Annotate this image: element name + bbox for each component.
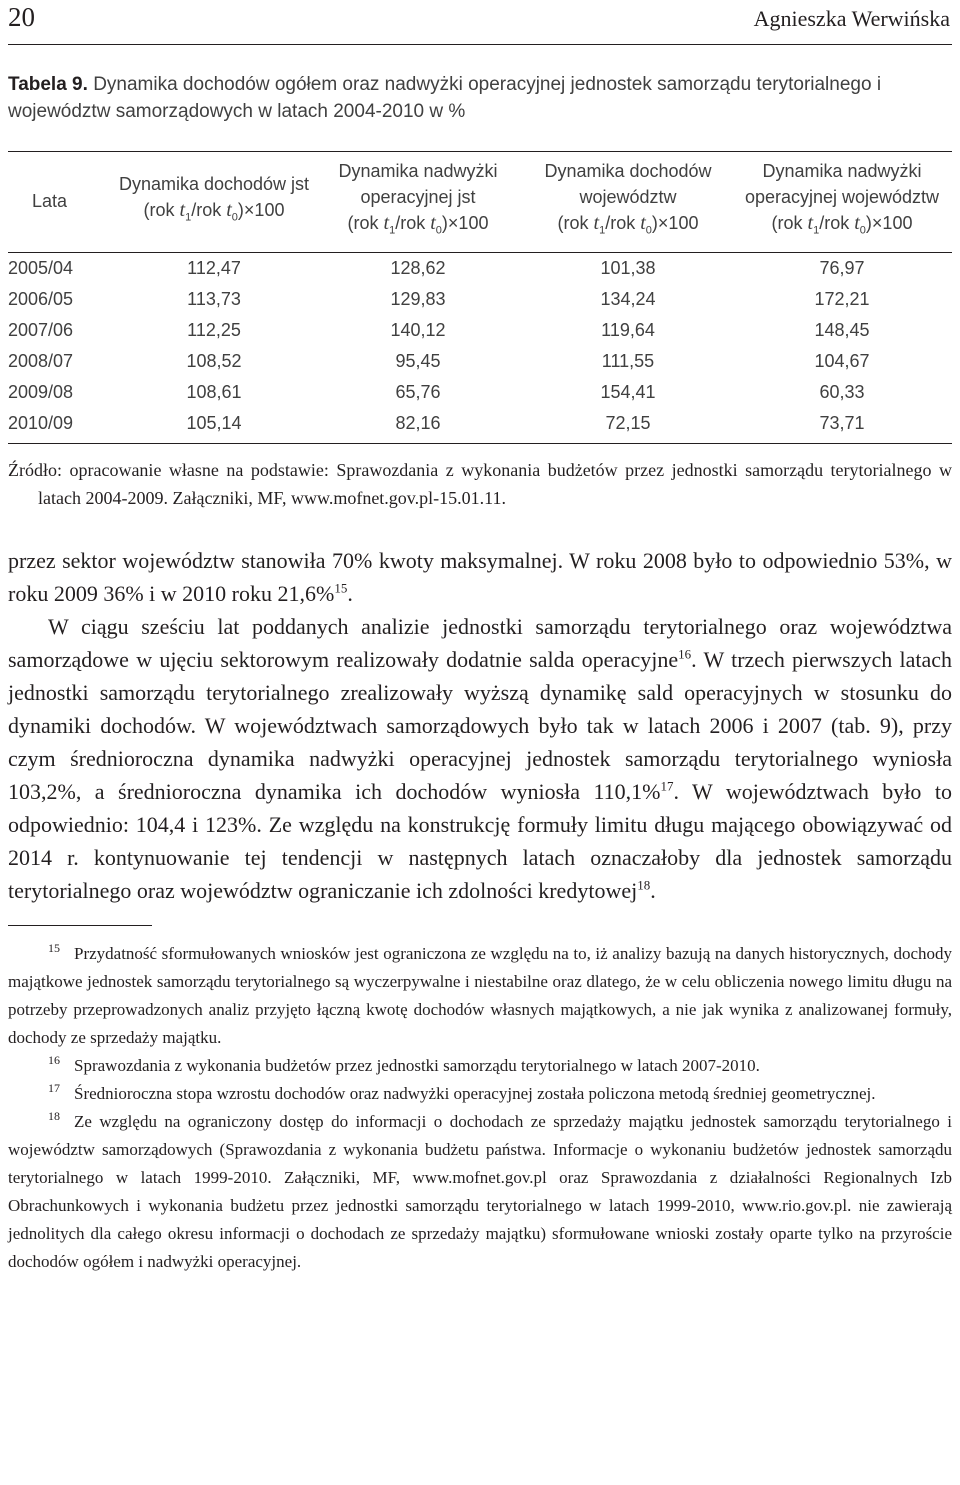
table-cell: 105,14 bbox=[116, 408, 312, 444]
table-cell: 112,47 bbox=[187, 257, 241, 278]
table-cell: 140,12 bbox=[390, 319, 446, 340]
growth-formula: (rok $t_1$/rok $t_0)\times 100$ bbox=[347, 212, 489, 237]
table-cell: 108,61 bbox=[186, 381, 242, 402]
body-text-segment: . W trzech pierwszych latach jednostki samorządu terytorialnego zrealizowały wyższą dynamikę sald operacyjnych w stosunku do dynamiki dochodów. W województwach samorządowych było tak w latach 2006 i 2007 (tab. 9), przy czym średnioroczna dynamika nadwyżki operacyjnej jednostek samorządu terytorialnego wyniosła 103,2%, a średnioroczna dynamika ich dochodów wyniosła 110,1% bbox=[8, 646, 952, 804]
table-cell: 2008/07 bbox=[8, 350, 74, 371]
column-header-surplus-jst-label: Dynamika nadwyżki operacyjnej jst bbox=[338, 161, 498, 207]
table-cell: 172,21 bbox=[814, 288, 870, 309]
column-header-years-label: Lata bbox=[32, 190, 68, 211]
footnote-reference[interactable]: 18 bbox=[637, 877, 651, 893]
table-cell: 82,16 bbox=[312, 408, 524, 444]
table-cell: 128,62 bbox=[390, 257, 446, 278]
table-cell: 148,45 bbox=[814, 319, 870, 340]
footnotes bbox=[8, 940, 952, 1276]
footnote-number: 17 bbox=[48, 1080, 60, 1095]
document-page bbox=[8, 0, 952, 1276]
table-cell: 2005/04 bbox=[8, 257, 74, 278]
table-cell: 60,33 bbox=[819, 381, 865, 402]
data-table bbox=[8, 151, 952, 444]
table-cell: 113,73 bbox=[187, 288, 241, 309]
table-cell: 101,38 bbox=[600, 257, 656, 278]
footnote bbox=[8, 1080, 952, 1108]
table-row bbox=[8, 346, 952, 377]
growth-formula: (rok $t_1$/rok $t_0)\times 100$ bbox=[557, 212, 699, 237]
footnote-number: 18 bbox=[48, 1108, 60, 1123]
page-number: 20 bbox=[8, 2, 35, 32]
column-header-income-voivodeships bbox=[524, 152, 732, 253]
table-header-row bbox=[8, 152, 952, 253]
body-text-segment: . bbox=[347, 580, 353, 606]
growth-formula: (rok $t_1$/rok $t_0)\times 100$ bbox=[771, 212, 913, 237]
table-cell: 2007/06 bbox=[8, 319, 74, 340]
footnote-reference[interactable]: 15 bbox=[334, 580, 348, 596]
body-text-segment: przez sektor województw stanowiła 70% kwoty maksymalnej. W roku 2008 było to odpowiednio 53%, w roku 2009 36% i w 2010 roku 21,6% bbox=[8, 547, 952, 606]
table-cell: 111,55 bbox=[601, 350, 655, 371]
body-paragraph bbox=[8, 544, 952, 610]
column-header-income-voivodeships-label: Dynamika dochodów województw bbox=[544, 161, 712, 207]
column-header-years bbox=[8, 152, 116, 253]
body-text-segment: W ciągu sześciu lat poddanych analizie jednostki samorządu terytorialnego oraz województwa samorządowe w ujęciu sektorowym realizowały dodatnie salda operacyjne bbox=[8, 613, 952, 672]
footnote-number: 16 bbox=[48, 1052, 60, 1067]
table-cell: 119,64 bbox=[601, 319, 655, 340]
table-cell: 154,41 bbox=[600, 381, 656, 402]
footnote-text: Ze względu na ograniczony dostęp do informacji o dochodach ze sprzedaży majątku jednostek samorządu terytorialnego i województw samorządowych (Sprawozdania z wykonania budżetu państwa. Informacje o wykonaniu budżetów jednostek samorządu terytorialnego w latach 1999-2010. Załączniki, MF, www.mofnet.gov.pl oraz Sprawozdania z działalności Regionalnych Izb Obrachunkowych i wykonania budżetu przez jednostki samorządu terytorialnego w latach 1999-2010, www.rio.gov.pl. nie zawierają jednolitych dla całego okresu informacji o dochodach ze sprzedaży majątku) sformułowane wnioski zostały oparte tylko na przyroście dochodów ogółem i nadwyżki operacyjnej. bbox=[8, 1111, 952, 1271]
table-row bbox=[8, 284, 952, 315]
column-header-surplus-voivodeships bbox=[732, 152, 952, 253]
footnote bbox=[8, 940, 952, 1052]
column-header-surplus-jst bbox=[312, 152, 524, 253]
table-cell: 129,83 bbox=[390, 288, 446, 309]
table-row bbox=[8, 315, 952, 346]
table-cell: 104,67 bbox=[814, 350, 870, 371]
table-cell: 76,97 bbox=[819, 257, 865, 278]
body-text bbox=[8, 544, 952, 907]
table-row bbox=[8, 377, 952, 408]
footnote-text: Sprawozdania z wykonania budżetów przez jednostki samorządu terytorialnego w latach 2007-2010. bbox=[74, 1055, 760, 1075]
table-row bbox=[8, 408, 952, 444]
body-text-segment: . W województwach było to odpowiednio: 104,4 i 123%. Ze względu na konstrukcję formuły limitu długu mającego obowiązywać od 2014 r. kontynuowanie tej tendencji w następnych latach oznaczałoby dla jednostek samorządu terytorialnego oraz województw ograniczanie ich zdolności kredytowej bbox=[8, 778, 952, 903]
table-cell: 134,24 bbox=[600, 288, 656, 309]
table-row bbox=[8, 252, 952, 284]
body-text-segment: . bbox=[650, 877, 656, 903]
footnote-text: Przydatność sformułowanych wniosków jest ograniczona ze względu na to, iż analizy bazują na danych historycznych, dochody majątkowe jednostek samorządu terytorialnego są wyczerpywalne i niestabilne oraz dlatego, że w celu obliczenia nowego limitu długu na potrzeby przeprowadzonych analiz przyjęto łączną kwotę dochodów własnych majątkowych, a nie jak wynika z analizowanej formuły, dochody ze sprzedaży majątku. bbox=[8, 943, 952, 1047]
table-caption-label: Tabela 9. bbox=[8, 74, 88, 95]
column-header-income-jst-label: Dynamika dochodów jst bbox=[118, 174, 310, 194]
table-cell: 112,25 bbox=[187, 319, 241, 340]
table-cell: 95,45 bbox=[395, 350, 441, 371]
table-caption-text: Dynamika dochodów ogółem oraz nadwyżki operacyjnej jednostek samorządu terytorialnego i województw samorządowych w latach 2004-2010 w % bbox=[8, 74, 882, 122]
column-header-surplus-voivodeships-label: Dynamika nadwyżki operacyjnej województw bbox=[744, 161, 940, 207]
footnote-text: Średnioroczna stopa wzrostu dochodów oraz nadwyżki operacyjnej została policzona metodą średniej geometrycznej. bbox=[74, 1083, 876, 1103]
table-caption bbox=[8, 71, 952, 125]
footnote bbox=[8, 1052, 952, 1080]
footnote bbox=[8, 1108, 952, 1276]
running-author: Agnieszka Werwińska bbox=[753, 6, 950, 31]
table-cell: 2009/08 bbox=[8, 381, 74, 402]
running-header bbox=[8, 0, 952, 45]
footnote-number: 15 bbox=[48, 940, 60, 955]
table-cell: 65,76 bbox=[395, 381, 441, 402]
footnote-reference[interactable]: 16 bbox=[678, 646, 692, 662]
table-cell: 2006/05 bbox=[8, 288, 74, 309]
footnote-divider bbox=[8, 925, 152, 926]
footnote-reference[interactable]: 17 bbox=[660, 778, 674, 794]
table-cell: 2010/09 bbox=[8, 408, 116, 444]
table-cell: 72,15 bbox=[524, 408, 732, 444]
column-header-income-jst bbox=[116, 152, 312, 253]
body-paragraph bbox=[8, 610, 952, 907]
table-cell: 73,71 bbox=[732, 408, 952, 444]
table-source-note: Źródło: opracowanie własne na podstawie: Sprawozdania z wykonania budżetów przez jednostki samorządu terytorialnego w latach 2004-2009. Załączniki, MF, www.mofnet.gov.pl-15.01.11. bbox=[8, 459, 952, 508]
growth-formula: (rok $t_1$/rok $t_0)\times 100$ bbox=[143, 199, 285, 224]
table-cell: 108,52 bbox=[186, 350, 242, 371]
